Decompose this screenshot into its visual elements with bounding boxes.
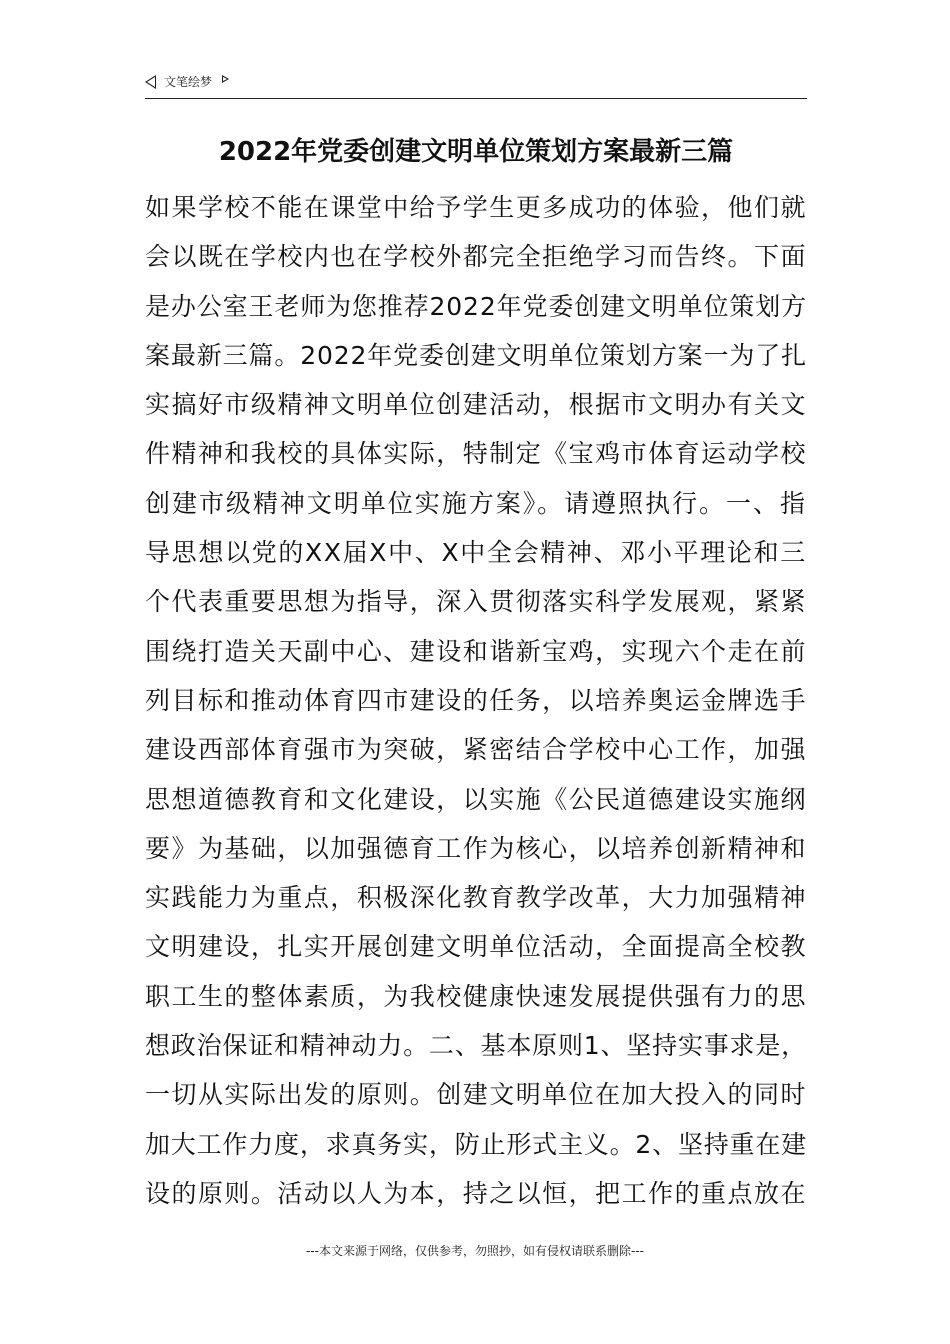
document-title: 2022年党委创建文明单位策划方案最新三篇: [218, 137, 734, 167]
page-header: [145, 72, 807, 99]
body-line: 文明建设，扎实开展创建文明单位活动，全面提高全校教: [145, 932, 807, 962]
body-line: 实践能力为重点，积极深化教育教学改革，大力加强精神: [145, 883, 807, 913]
body-line: 加大工作力度，求真务实，防止形式主义。2、坚持重在建: [145, 1129, 807, 1159]
body-line: 会以既在学校内也在学校外都完全拒绝学习而告终。下面: [145, 242, 807, 272]
body-line: 如果学校不能在课堂中给予学生更多成功的体验，他们就: [145, 193, 807, 222]
body-line: 建设西部体育强市为突破，紧密结合学校中心工作，加强: [145, 735, 807, 765]
body-line: 职工生的整体素质，为我校健康快速发展提供强有力的思: [145, 981, 807, 1011]
body-line: 围绕打造关天副中心、建设和谐新宝鸡，实现六个走在前: [145, 636, 807, 666]
triangle-left-icon: [145, 75, 156, 89]
body-line: 个代表重要思想为指导，深入贯彻落实科学发展观，紧紧: [145, 587, 807, 617]
body-line: 案最新三篇。2022年党委创建文明单位策划方案一为了扎: [145, 340, 807, 370]
body-line: 要》为基础，以加强德育工作为核心，以培养创新精神和: [145, 833, 807, 863]
body-line: 是办公室王老师为您推荐2022年党委创建文明单位策划方: [145, 291, 807, 321]
body-line: 创建市级精神文明单位实施方案》。请遵照执行。一、指: [145, 488, 807, 518]
footer-notice: ---本文来源于网络，仅供参考，勿照抄，如有侵权请联系删除---: [306, 1244, 644, 1258]
body-line: 想政治保证和精神动力。二、基本原则1、坚持实事求是，: [145, 1031, 807, 1061]
header-brand: [145, 72, 229, 92]
body-line: 列目标和推动体育四市建设的任务，以培养奥运金牌选手: [145, 685, 807, 715]
body-line: 思想道德教育和文化建设，以实施《公民道德建设实施纲: [145, 784, 807, 814]
body-line: 设的原则。活动以人为本，持之以恒，把工作的重点放在: [145, 1178, 807, 1208]
body-line: 一切从实际出发的原则。创建文明单位在加大投入的同时: [145, 1080, 807, 1110]
triangle-right-icon: [222, 75, 229, 83]
document-body: [145, 183, 807, 1218]
header-brand-label: 文笔绘梦: [164, 75, 213, 89]
body-line: 导思想以党的XX届X中、X中全会精神、邓小平理论和三: [145, 538, 807, 568]
body-line: 实搞好市级精神文明单位创建活动，根据市文明办有关文: [145, 390, 807, 420]
body-line: 件精神和我校的具体实际，特制定《宝鸡市体育运动学校: [145, 439, 807, 469]
